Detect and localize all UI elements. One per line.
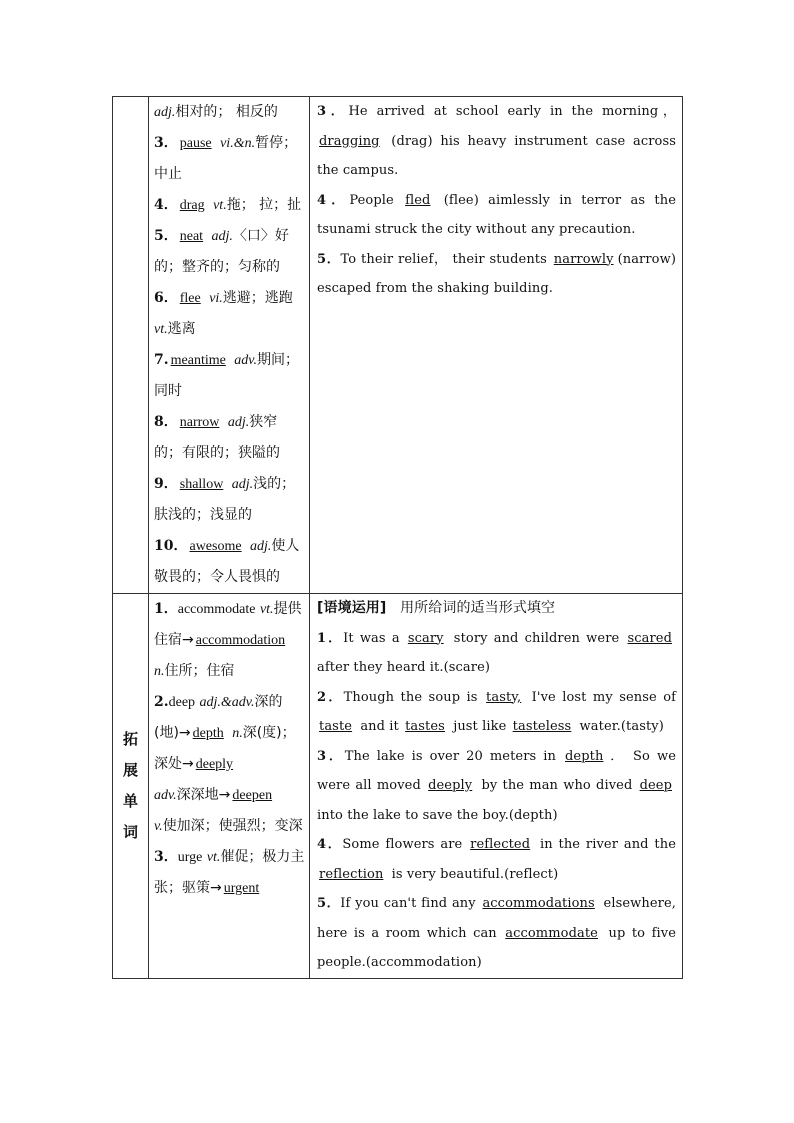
side-label-cell-empty [113, 97, 149, 594]
vocabulary-table [112, 96, 683, 979]
answer-blank: fled [405, 192, 431, 208]
sentence-item: 3．The lake is over 20 meters in depth ． So we were all moved deeply by the man who dived deep into the lake to save the boy.(depth) [317, 748, 676, 823]
vocab-word: flee [179, 291, 201, 306]
vocab-list [149, 594, 309, 904]
answer-blank: deeply [195, 757, 234, 772]
answer-blank: narrowly [553, 251, 614, 267]
answer-blank: depth [565, 748, 604, 764]
answer-blank: urgent [223, 881, 260, 896]
side-label-cell [113, 594, 149, 979]
vocab-list [149, 97, 309, 593]
vocab-item: 3． pause vi.&n.暂停；中止 [154, 135, 298, 182]
vocab-item: 7. meantime adv.期间；同时 [154, 352, 299, 399]
vocab-word: drag [179, 198, 205, 213]
table-row-extended-words [113, 594, 683, 979]
vocab-item: 9． shallow adj.浅的；肤浅的；浅显的 [154, 476, 296, 523]
answer-blank: tasteless [512, 719, 572, 734]
sentence-item: 4．People fled (flee) aimlessly in terror as the tsunami struck the city without any precaution. [317, 192, 677, 237]
vocab-cell [149, 594, 310, 979]
vocab-item: 8． narrow adj.狭窄的；有限的；狭隘的 [154, 414, 280, 461]
side-label: 拓 展 单 词 [122, 729, 138, 841]
vocab-word: awesome [189, 539, 242, 554]
sentence-item: 5．If you can't find any accommodations elsewhere, here is a room which can accommodate up to five people.(accommodation) [317, 896, 676, 970]
sentence-list [310, 97, 682, 304]
answer-blank: deeply [428, 778, 473, 793]
answer-blank: deepen [232, 788, 273, 803]
answer-blank: tasty, [486, 689, 522, 705]
answer-blank: depth [192, 726, 224, 741]
sentence-cell [310, 97, 683, 594]
vocab-item: 1．accommodate vt.提供住宿→ accommodation n.住所；住宿 [154, 601, 302, 679]
vocab-word: pause [179, 136, 212, 151]
answer-blank: accommodations [482, 896, 595, 911]
vocab-word: neat [179, 229, 204, 244]
answer-blank: dragging [319, 133, 380, 149]
sentence-item: 4．Some flowers are reflected in the river and the reflection is very beautiful.(reflect) [317, 837, 676, 882]
vocab-item: adj.相对的； 相反的 [154, 104, 278, 120]
vocab-word: narrow [179, 415, 220, 430]
answer-blank: accommodate [505, 925, 598, 941]
answer-blank: tastes [405, 719, 445, 734]
vocab-item: 6． flee vi.逃避；逃跑 vt.逃离 [154, 290, 293, 337]
sentence-item: 1．It was a scary story and children were scared after they heard it.(scare) [317, 624, 676, 683]
answer-blank: taste [319, 719, 353, 734]
vocab-cell [149, 97, 310, 594]
vocab-item: 3．urge vt.催促；极力主张；驱策→ urgent [154, 849, 305, 896]
vocab-word: shallow [179, 477, 224, 492]
sentence-item: 2．Though the soup is tasty, I've lost my sense of taste and it tastes just like tasteless water.(tasty) [317, 689, 677, 734]
answer-blank: reflection [319, 866, 384, 882]
answer-blank: scary [407, 630, 444, 646]
sentence-cell [310, 594, 683, 979]
sentence-item: 5．To their relief， their students narrowly (narrow) escaped from the shaking building. [317, 251, 677, 296]
exercise-heading: [语境运用] 用所给词的适当形式填空 [317, 600, 556, 616]
answer-blank: accommodation [195, 633, 286, 648]
answer-blank: scared [627, 630, 673, 646]
vocab-item: 2.deep adj.&adv.深的(地)→ depth n.深(度)；深处→ deeply adv.深深地→ deepen v.使加深；使强烈；变深 [154, 694, 303, 834]
vocab-item: 10． awesome adj.使人敬畏的；令人畏惧的 [154, 538, 300, 585]
vocab-item: 4． drag vt.拖； 拉；扯 [154, 197, 302, 213]
sentence-list [310, 594, 682, 978]
vocab-item: 5． neat adj.〈口〉好的；整齐的；匀称的 [154, 228, 289, 275]
answer-blank: deep [639, 778, 673, 793]
table-row-core-words [113, 97, 683, 594]
vocab-word: meantime [170, 353, 226, 368]
sentence-item: 3．He arrived at school early in the morning， dragging (drag) his heavy instrument case across the campus. [317, 104, 676, 178]
answer-blank: reflected [470, 837, 531, 852]
